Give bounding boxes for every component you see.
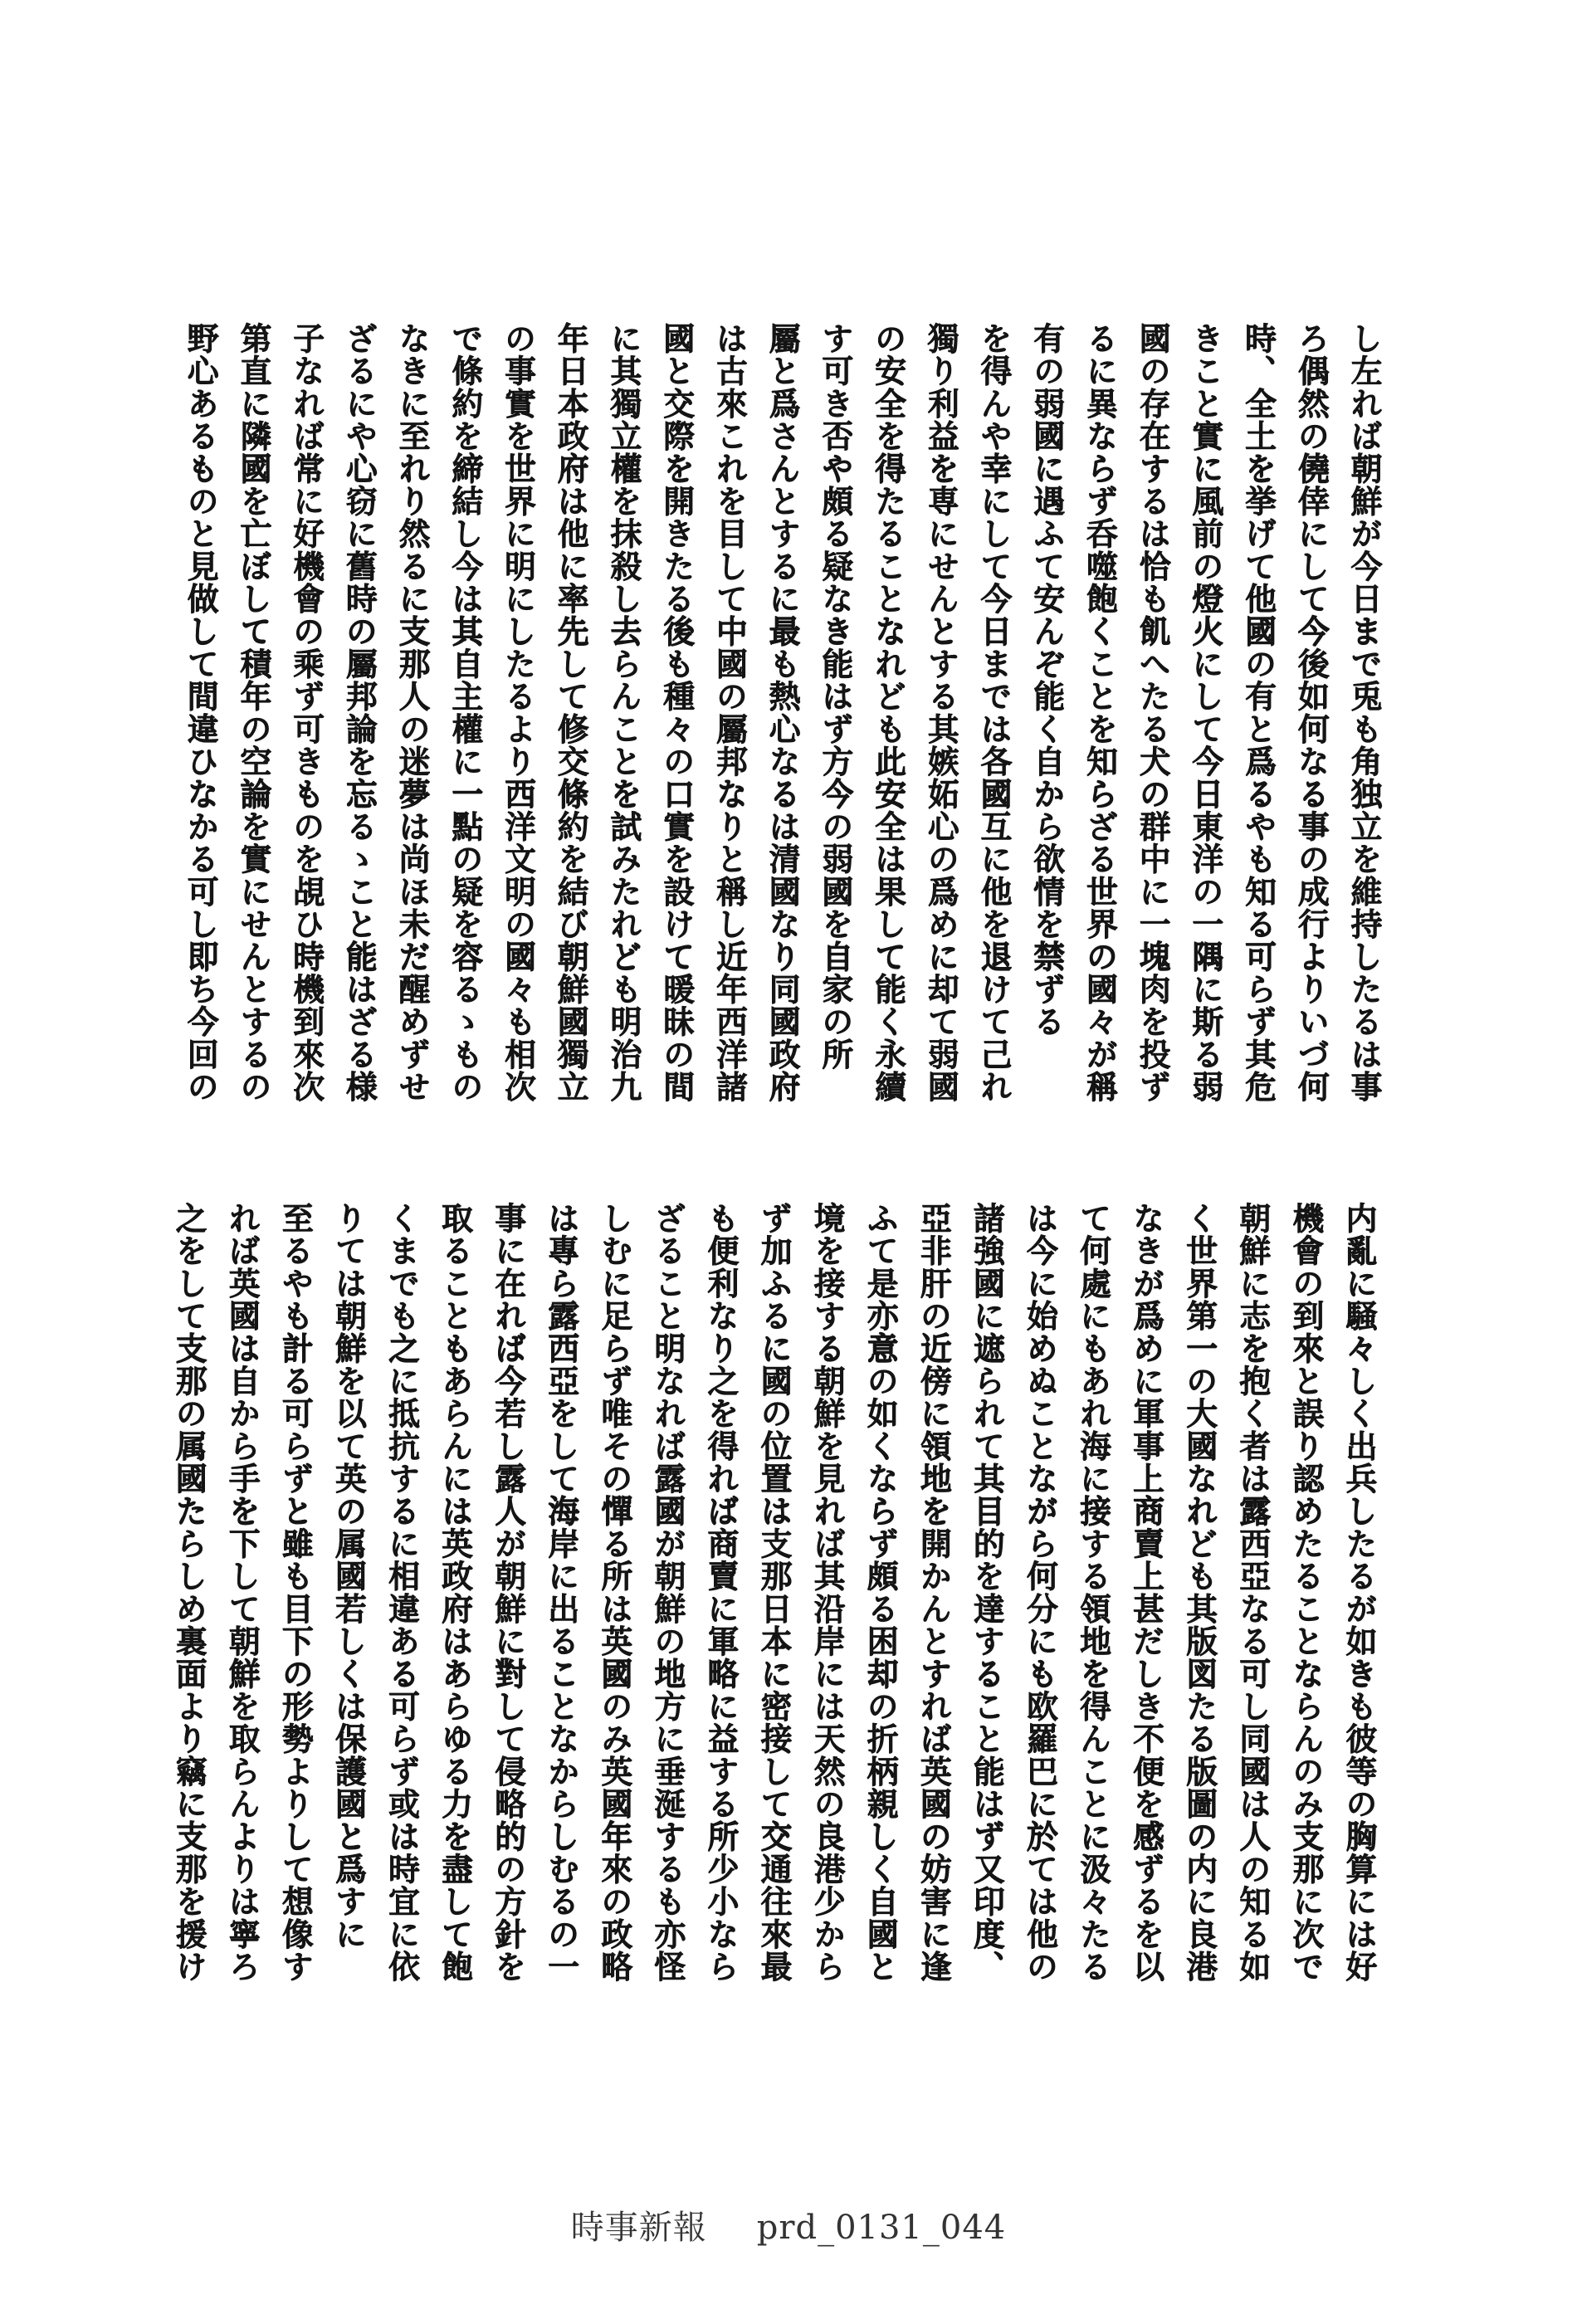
text-column: 朝鮮に志を抱く者は露西亞なる可し同國は人の知る如 (1233, 1202, 1272, 1983)
text-column: るに異ならず呑噬飽くことを知らざる世界の國々が稱 (1081, 322, 1119, 1103)
text-column: 諸強國に遮られて其目的を達すること能はず又印度、 (968, 1202, 1006, 1983)
text-column: の事實を世界に明にしたるより西洋文明の國々も相次 (499, 322, 537, 1103)
text-column: 子なれば常に好機會の乘ず可きものを覘ひ時機到來次 (287, 322, 325, 1103)
text-column: 野心あるものと見做して間違ひなかる可し即ち今回の (182, 322, 219, 1103)
text-column: に其獨立權を抹殺し去らんことを試みたれども明治九 (604, 322, 642, 1103)
text-column: 亞非肝の近傍に領地を開かんとすれば英國の妨害に逢 (915, 1202, 953, 1983)
text-column: 獨り利益を専にせんとする其嫉妬心の爲めに却て弱國 (922, 322, 960, 1103)
text-column: し左れば朝鮮が今日まで兎も角独立を維持したるは事 (1345, 322, 1383, 1103)
text-column: を得んや幸にして今日までは各國互に他を退けて己れ (974, 322, 1013, 1103)
upper-text-block (182, 322, 1383, 1135)
text-column: 第直に隣國を亡ぼして積年の空論を實にせんとするの (234, 322, 272, 1103)
text-column: ざるにや心窃に舊時の屬邦論を忘るゝこと能はざる様 (340, 322, 378, 1103)
text-column: 之をして支那の属國たらしめ裏面より竊に支那を援け (170, 1202, 208, 1983)
text-column: 時、全土を挙げて他國の有と爲るやも知る可らず其危 (1239, 322, 1277, 1103)
document-id: prd_0131_044 (756, 2209, 1007, 2247)
text-column: なきが爲めに軍事上商賣上甚だしき不便を感ずるを以 (1127, 1202, 1165, 1983)
text-column: 有の弱國に遇ふて安んぞ能く自から欲情を禁ずる (1028, 322, 1066, 1038)
text-column: くまでも之に抵抗するに相違ある可らず或は時宜に依 (383, 1202, 421, 1983)
text-column: 事に在れば今若し露人が朝鮮に對して侵略的の方針を (489, 1202, 527, 1983)
text-column: 境を接する朝鮮を見れば其沿岸には天然の良港少から (808, 1202, 846, 1983)
text-column: く世界第一の大國なれども其版図たる版圖の内に良港 (1180, 1202, 1218, 1983)
text-column: で條約を締結し今は其自主權に一點の疑を容るゝもの (446, 322, 484, 1103)
text-column: 至るやも計る可らずと雖も目下の形勢よりして想像す (276, 1202, 315, 1983)
text-column: 取ることもあらんには英政府はあらゆる力を盡して飽 (436, 1202, 474, 1983)
text-column: 内亂に騒々しく出兵したるが如きも彼等の胸算には好 (1340, 1202, 1378, 1983)
text-column: ろ偶然の僥倖にして今後如何なる事の成行よりいづ何 (1292, 322, 1330, 1103)
text-column: ず加ふるに國の位置は支那日本に密接して交通往來最 (754, 1202, 793, 1983)
text-column: 年日本政府は他に率先して修交條約を結び朝鮮國獨立 (552, 322, 590, 1103)
page-footer (0, 2201, 1577, 2248)
text-column: は專ら露西亞をして海岸に出ることなからしむるの一 (542, 1202, 580, 1983)
lower-text-block (170, 1202, 1378, 2035)
text-column: て何處にもあれ海に接する領地を得んことに汲々たる (1074, 1202, 1112, 1983)
publication-name: 時事新報 (570, 2209, 707, 2247)
text-column: りては朝鮮を以て英の属國若しくは保護國と爲すに (330, 1202, 368, 1950)
text-column: は今に始めぬことながら何分にも欧羅巴に於ては他の (1021, 1202, 1059, 1983)
text-column: 機會の到來と誤り認めたることならんのみ支那に次で (1286, 1202, 1325, 1983)
text-column: は古來これを目して中國の屬邦なりと稱し近年西洋諸 (710, 322, 749, 1103)
text-column: きこと實に風前の燈火にして今日東洋の一隅に斯る弱 (1186, 322, 1224, 1103)
text-column: 屬と爲さんとするに最も熱心なるは清國なり同國政府 (763, 322, 801, 1103)
text-column: ふて是亦意の如くならず頗る困却の折柄親しく自國と (862, 1202, 900, 1983)
text-column: しむに足らず唯その憚る所は英國のみ英國年來の政略 (595, 1202, 633, 1983)
text-column: の安全を得たることなれども此安全は果して能く永續 (869, 322, 907, 1103)
text-column: なきに至れり然るに支那人の迷夢は尚ほ未だ醒めずせ (393, 322, 431, 1103)
text-column: ざること明なれば露國が朝鮮の地方に垂涎するも亦怪 (648, 1202, 686, 1983)
text-column: も便利なり之を得れば商賣に軍略に益する所少小なら (701, 1202, 740, 1983)
text-column: 國と交際を開きたる後も種々の口實を設けて暖昧の間 (657, 322, 696, 1103)
text-column: 國の存在するは恰も飢へたる犬の群中に一塊肉を投ず (1133, 322, 1171, 1103)
text-column: れば英國は自から手を下して朝鮮を取らんよりは寧ろ (223, 1202, 261, 1983)
text-column: す可き否や頗る疑なき能はず方今の弱國を自家の所 (816, 322, 854, 1071)
